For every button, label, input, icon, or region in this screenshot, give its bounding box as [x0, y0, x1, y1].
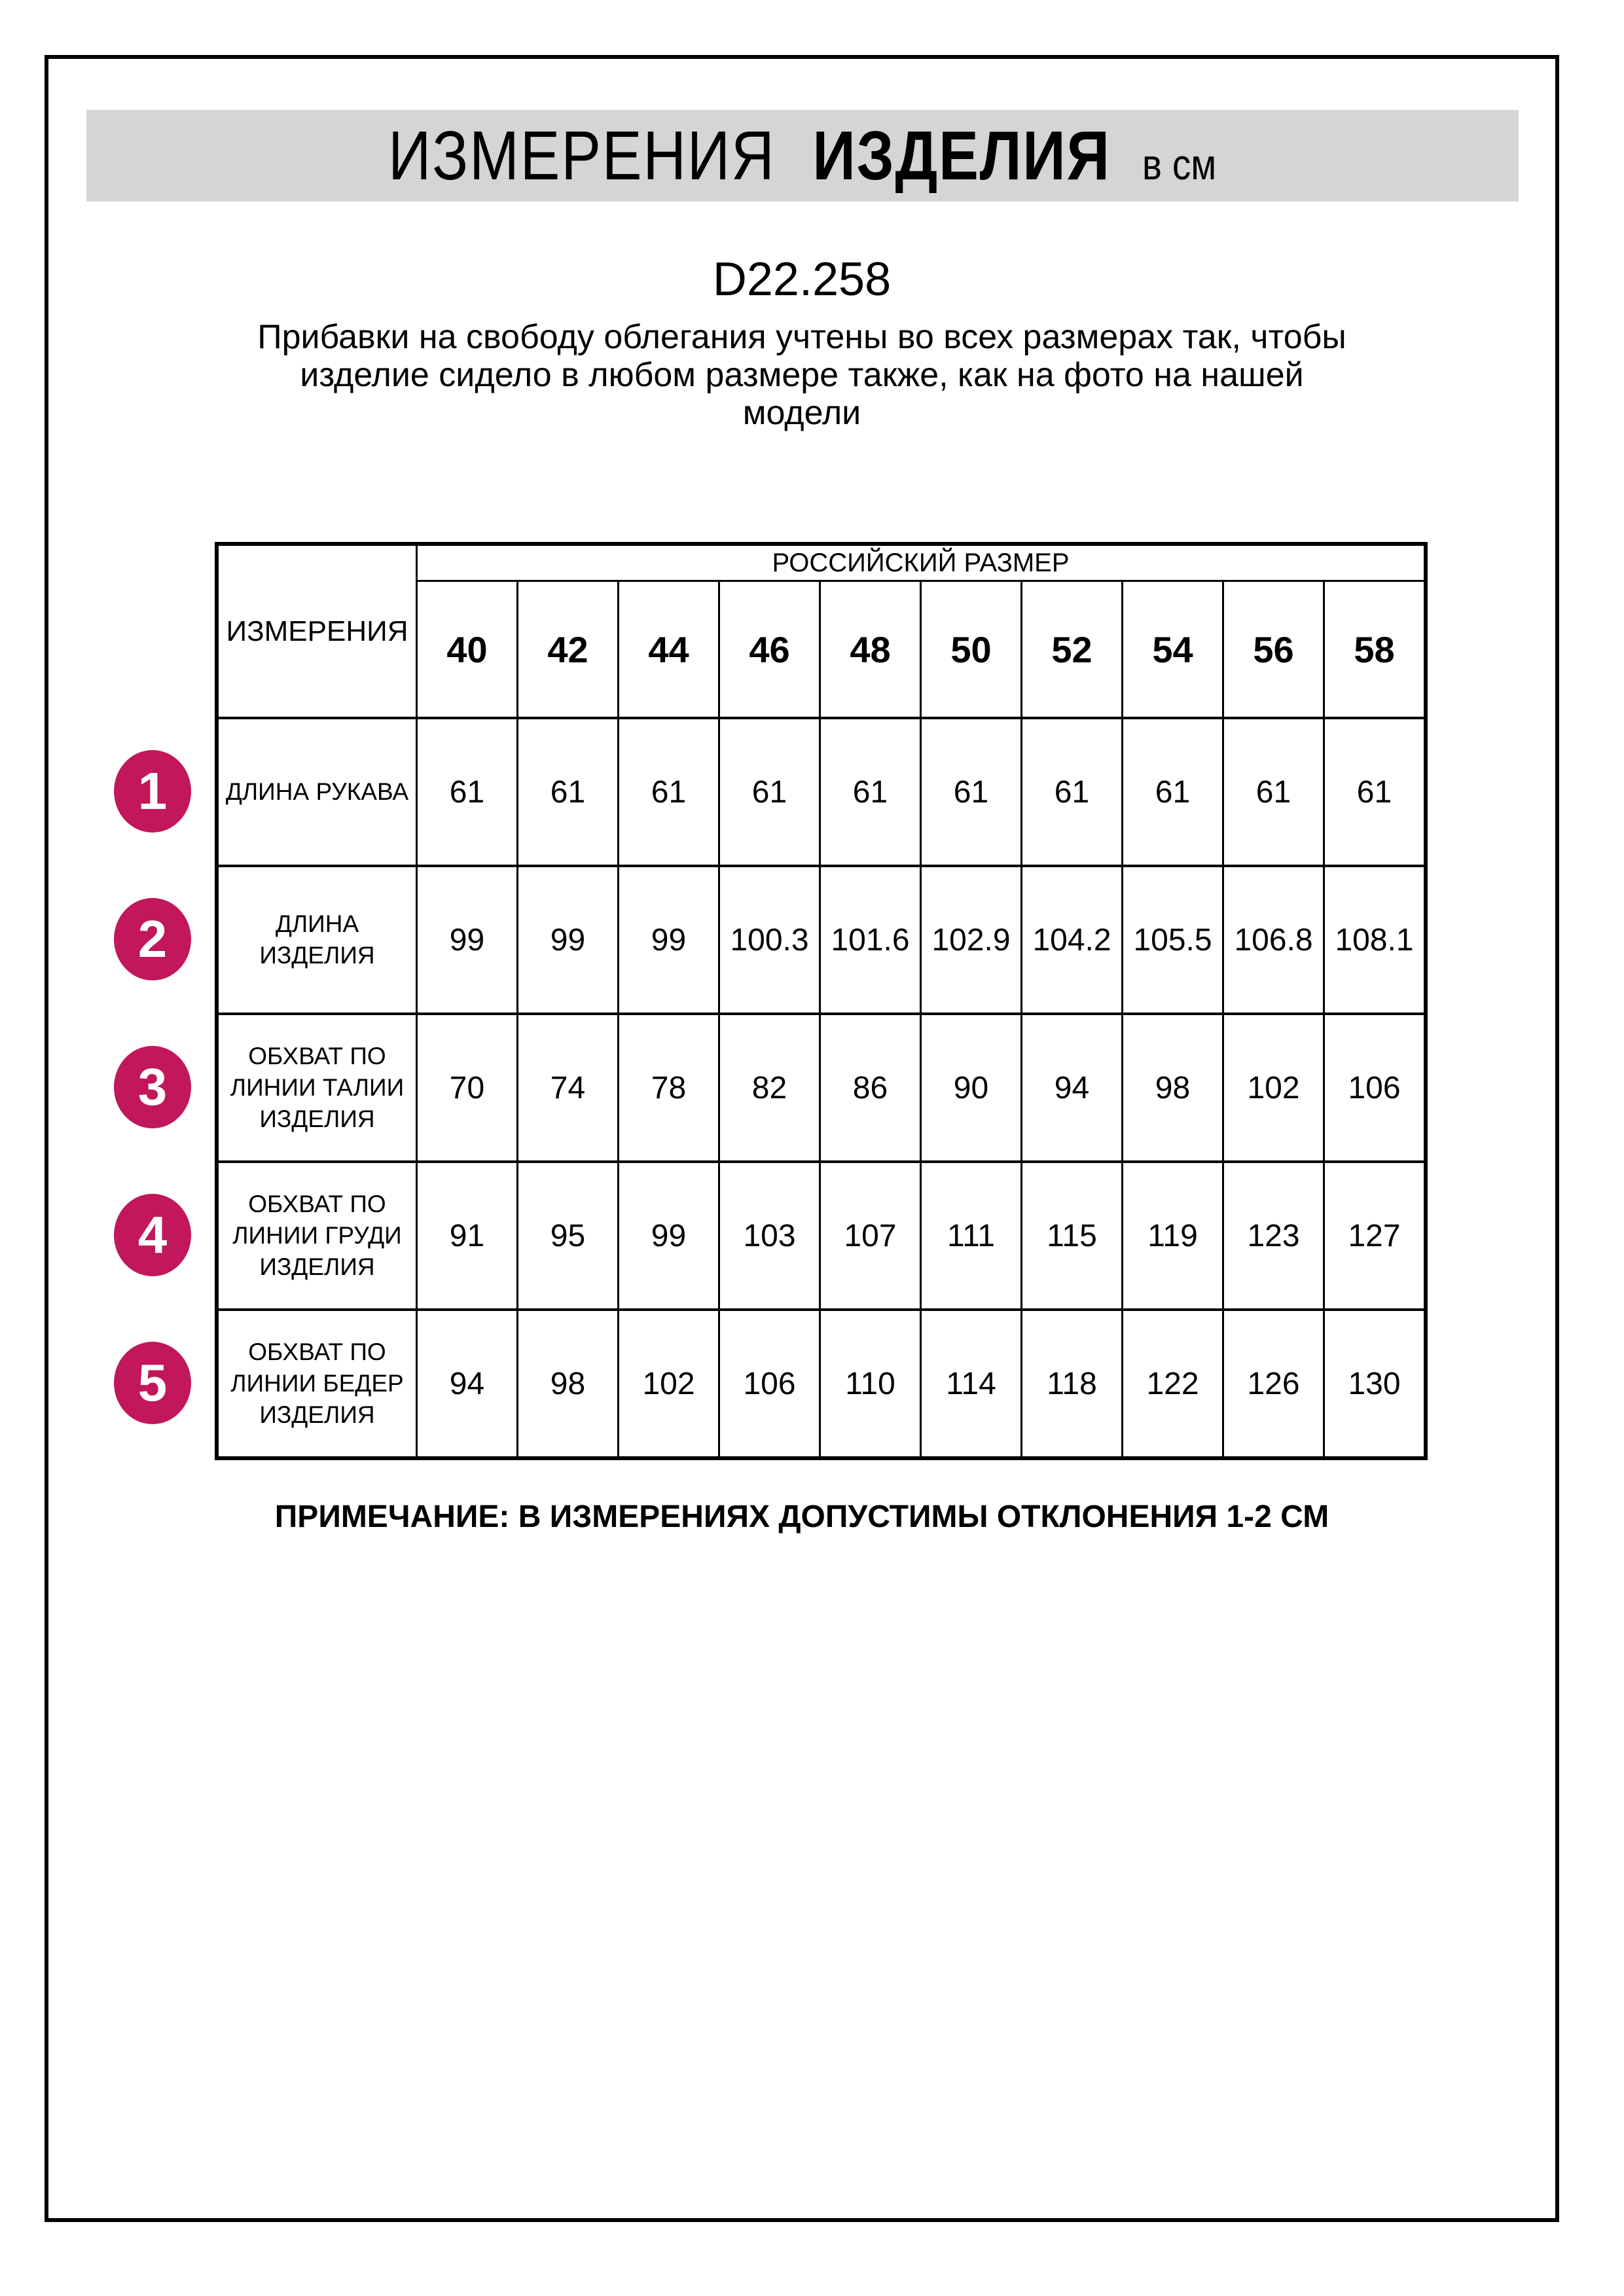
- note-text: ПРИМЕЧАНИЕ: В ИЗМЕРЕНИЯХ ДОПУСТИМЫ ОТКЛОНЕНИЯ 1-2 СМ: [274, 1499, 1329, 1534]
- measurement-value: 99: [417, 866, 518, 1014]
- description-paragraph: [48, 318, 1555, 432]
- measurement-value: 94: [1022, 1014, 1123, 1162]
- product-code: D22.258: [712, 253, 892, 306]
- measurement-value: 126: [1223, 1310, 1324, 1458]
- measurement-value: 107: [820, 1162, 921, 1310]
- description-line: изделие сидело в любом размере также, как на фото на нашей: [300, 356, 1304, 394]
- measurement-row: [217, 718, 1426, 866]
- row-number-badge: 3: [114, 1046, 191, 1128]
- measurement-value: 108.1: [1324, 866, 1426, 1014]
- size-column-header: 52: [1022, 581, 1123, 719]
- measurement-value: 118: [1022, 1310, 1123, 1458]
- size-column-header: 46: [719, 581, 820, 719]
- measurement-value: 122: [1123, 1310, 1223, 1458]
- measurement-value: 70: [417, 1014, 518, 1162]
- size-column-header: 48: [820, 581, 921, 719]
- measurement-value: 61: [719, 718, 820, 866]
- row-number-badge: 1: [114, 750, 191, 833]
- measurement-value: 130: [1324, 1310, 1426, 1458]
- measurement-label: ОБХВАТ ПО ЛИНИИ ТАЛИИ ИЗДЕЛИЯ: [217, 1014, 417, 1162]
- measurement-value: 98: [1123, 1014, 1223, 1162]
- description-line: модели: [742, 394, 861, 432]
- measurement-value: 104.2: [1022, 866, 1123, 1014]
- size-column-header: 58: [1324, 581, 1426, 719]
- measurement-value: 61: [417, 718, 518, 866]
- measurement-value: 90: [921, 1014, 1022, 1162]
- measurement-value: 82: [719, 1014, 820, 1162]
- measurement-row: [217, 866, 1426, 1014]
- measurement-value: 94: [417, 1310, 518, 1458]
- size-column-header: 54: [1123, 581, 1223, 719]
- measurement-row: [217, 1014, 1426, 1162]
- row-number-badge: 5: [114, 1342, 191, 1424]
- page-border-frame: [45, 55, 1559, 2222]
- title-band: [86, 110, 1519, 202]
- measurement-value: 91: [417, 1162, 518, 1310]
- measurement-value: 102.9: [921, 866, 1022, 1014]
- measurement-row: [217, 1162, 1426, 1310]
- description-line: Прибавки на свободу облегания учтены во всех размерах так, чтобы: [257, 318, 1346, 356]
- measurement-value: 115: [1022, 1162, 1123, 1310]
- measurement-value: 74: [518, 1014, 619, 1162]
- size-column-header: 44: [619, 581, 719, 719]
- measurement-value: 106: [1324, 1014, 1426, 1162]
- size-column-header: 40: [417, 581, 518, 719]
- measurement-label: ДЛИНА ИЗДЕЛИЯ: [217, 866, 417, 1014]
- measurement-value: 114: [921, 1310, 1022, 1458]
- measurement-value: 61: [1223, 718, 1324, 866]
- measurement-label: ДЛИНА РУКАВА: [217, 718, 417, 866]
- measurement-value: 61: [1324, 718, 1426, 866]
- measurement-value: 100.3: [719, 866, 820, 1014]
- measurement-value: 61: [1022, 718, 1123, 866]
- measurement-value: 110: [820, 1310, 921, 1458]
- measurement-value: 61: [820, 718, 921, 866]
- row-number-badges: [114, 750, 191, 1424]
- measurement-value: 102: [619, 1310, 719, 1458]
- measurement-value: 61: [619, 718, 719, 866]
- measurement-value: 106: [719, 1310, 820, 1458]
- measurement-value: 86: [820, 1014, 921, 1162]
- measurement-value: 123: [1223, 1162, 1324, 1310]
- measurements-table: [215, 542, 1428, 1460]
- row-number-badge: 2: [114, 898, 191, 980]
- measurement-value: 61: [1123, 718, 1223, 866]
- title-word-product: ИЗДЕЛИЯ: [812, 117, 1111, 194]
- measurement-value: 78: [619, 1014, 719, 1162]
- measurement-value: 99: [619, 866, 719, 1014]
- measurement-value: 95: [518, 1162, 619, 1310]
- page-title: [388, 117, 1216, 196]
- measurement-value: 119: [1123, 1162, 1223, 1310]
- measurement-value: 61: [518, 718, 619, 866]
- corner-header: ИЗМЕРЕНИЯ: [217, 544, 417, 718]
- measurement-label: ОБХВАТ ПО ЛИНИИ БЕДЕР ИЗДЕЛИЯ: [217, 1310, 417, 1458]
- group-header-row: [217, 544, 1426, 581]
- measurement-value: 101.6: [820, 866, 921, 1014]
- measurement-value: 105.5: [1123, 866, 1223, 1014]
- measurement-value: 111: [921, 1162, 1022, 1310]
- title-units-label: в см: [1142, 139, 1217, 188]
- title-word-measurements: ИЗМЕРЕНИЯ: [388, 117, 776, 194]
- measurement-value: 99: [518, 866, 619, 1014]
- measurement-value: 98: [518, 1310, 619, 1458]
- measurement-value: 99: [619, 1162, 719, 1310]
- measurement-value: 127: [1324, 1162, 1426, 1310]
- measurement-value: 103: [719, 1162, 820, 1310]
- size-column-header: 56: [1223, 581, 1324, 719]
- size-column-header: 50: [921, 581, 1022, 719]
- measurement-value: 61: [921, 718, 1022, 866]
- measurement-row: [217, 1310, 1426, 1458]
- measurement-value: 102: [1223, 1014, 1324, 1162]
- measurement-label: ОБХВАТ ПО ЛИНИИ ГРУДИ ИЗДЕЛИЯ: [217, 1162, 417, 1310]
- row-number-badge: 4: [114, 1194, 191, 1276]
- size-column-header: 42: [518, 581, 619, 719]
- size-group-header: РОССИЙСКИЙ РАЗМЕР: [417, 544, 1426, 581]
- measurement-value: 106.8: [1223, 866, 1324, 1014]
